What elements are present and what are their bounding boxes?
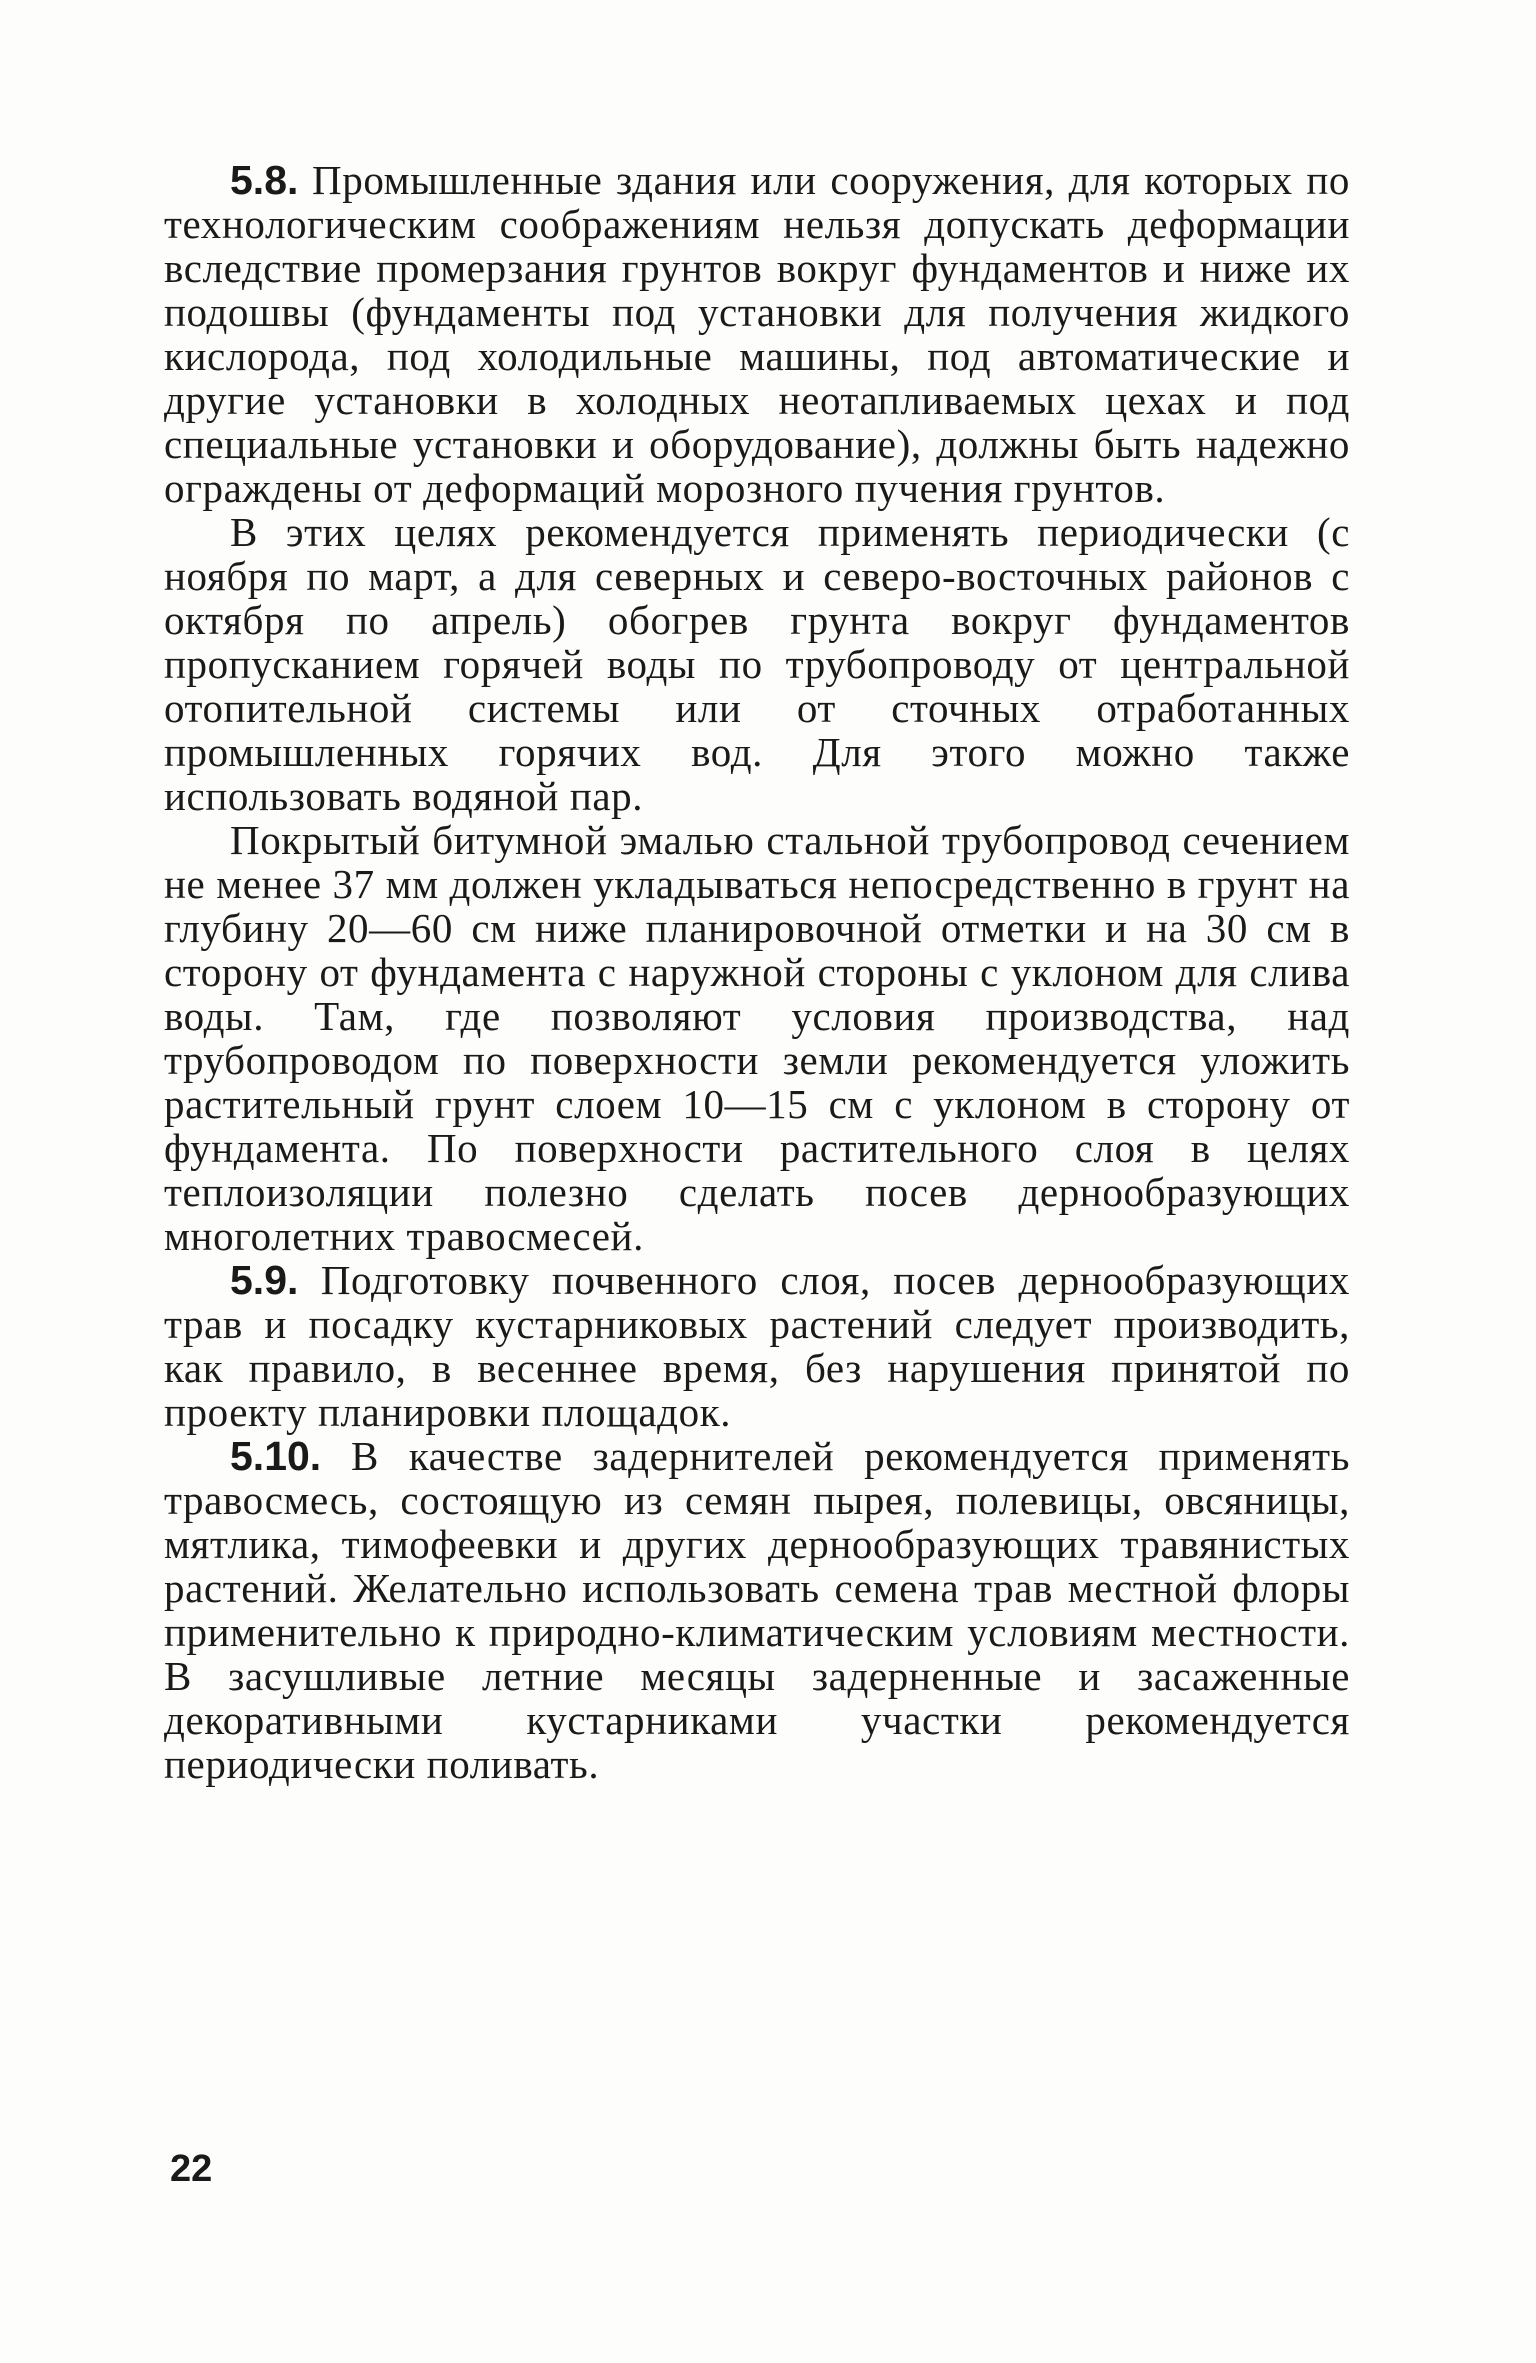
paragraph-text: Покрытый битумной эмалью стальной трубопровод сечением не менее 37 мм должен укладываться непосредственно в грунт на глубину 20—60 см ниже планировочной отметки и на 30 см в сторону от фундамента с наружной стороны с уклоном для слива воды. Там, где позволяют условия производства, над трубопроводом по поверхности земли рекомендуется уложить растительный грунт слоем 10—15 см с уклоном в сторону от фундамента. По поверхности растительного слоя в целях теплоизоляции полезно сделать посев дернообразующих многолетних травосмесей. (164, 817, 1350, 1259)
paragraph-text: В этих целях рекомендуется применять периодически (с ноября по март, а для северных и северо-восточных районов с октября по апрель) обогрев грунта вокруг фундаментов пропусканием горячей воды по трубопроводу от центральной отопительной системы или от сточных отработанных промышленных горячих вод. Для этого можно также использовать водяной пар. (164, 509, 1350, 819)
section-number: 5.9. (230, 1257, 299, 1303)
body-text (164, 158, 1350, 1786)
section-number: 5.10. (230, 1433, 322, 1479)
page-number: 22 (170, 2148, 213, 2190)
section-number: 5.8. (230, 157, 299, 203)
paragraph-heating (164, 510, 1350, 818)
paragraph-5-8 (164, 158, 1350, 510)
paragraph-text: Подготовку почвенного слоя, посев дернообразующих трав и посадку кустарниковых растений следует производить, как правило, в весеннее время, без нарушения принятой по проекту планировки площадок. (164, 1257, 1350, 1435)
paragraph-text: В качестве задернителей рекомендуется применять травосмесь, состоящую из семян пырея, полевицы, овсяницы, мятлика, тимофеевки и других дернообразующих травянистых растений. Желательно использовать семена трав местной флоры применительно к природно-климатическим условиям местности. В засушливые летние месяцы задерненные и засаженные декоративными кустарниками участки рекомендуется периодически поливать. (164, 1433, 1350, 1787)
paragraph-5-10 (164, 1434, 1350, 1786)
paragraph-5-9 (164, 1258, 1350, 1434)
paragraph-pipeline (164, 818, 1350, 1258)
paragraph-text: Промышленные здания или сооружения, для которых по технологическим соображениям нельзя допускать деформации вследствие промерзания грунтов вокруг фундаментов и ниже их подошвы (фундаменты под установки для получения жидкого кислорода, под холодильные машины, под автоматические и другие установки в холодных неотапливаемых цехах и под специальные установки и оборудование), должны быть надежно ограждены от деформаций морозного пучения грунтов. (164, 157, 1350, 511)
